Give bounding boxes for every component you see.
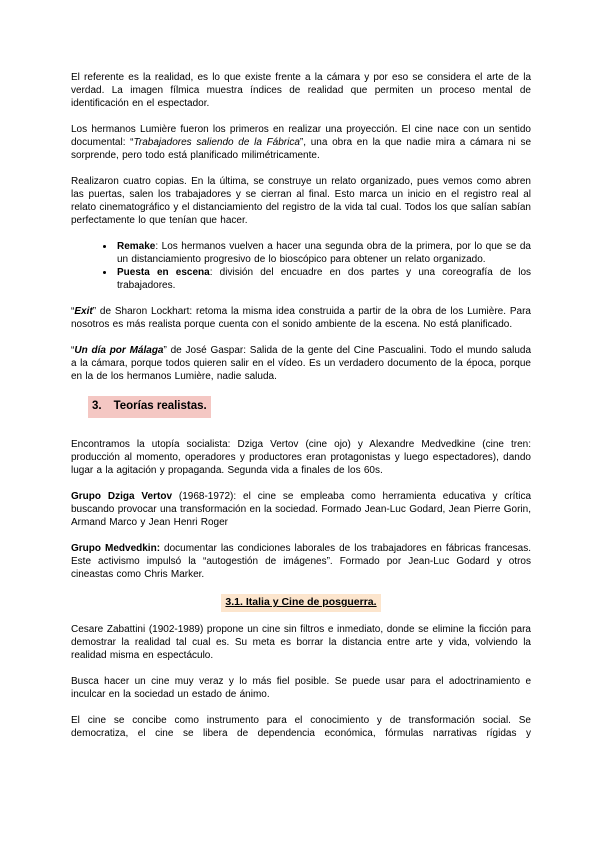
paragraph-text: “	[71, 306, 75, 317]
paragraph-text: El referente es la realidad, es lo que existe frente a la cámara y por eso se considera el arte de la verdad. La imagen fílmica muestra índices de realidad que permiten un proceso mental de identificación en el espectador.	[71, 72, 531, 109]
film-title-exit: Exit	[74, 306, 93, 317]
paragraph-text: Cesare Zabattini (1902-1989) propone un cine sin filtros e inmediato, donde se elimine la ficción para demostrar la realidad tal cual es. Su meta es borrar la distancia entre arte y vida, volviendo la realidad misma en espectáculo.	[71, 624, 531, 661]
paragraph-text: El cine se concibe como instrumento para el conocimiento y de transformación social. Se democratiza, el cine se libera de dependencia económica, fórmulas narrativas rígidas y	[71, 715, 531, 739]
paragraph-text: Los hermanos Lumière fueron los primeros en realizar una proyección. El cine nace con un sentido documental: “	[71, 124, 531, 148]
term-grupo-medvedkin: Grupo Medvedkin:	[71, 543, 161, 554]
heading-teorias-realistas	[71, 396, 531, 418]
film-title-un-dia-por-malaga: Un día por Málaga	[74, 345, 164, 356]
paragraph-cine-instrumento	[71, 714, 531, 740]
paragraph-text: ” de Sharon Lockhart: retoma la misma idea construida a partir de la obra de los Lumière. Para nosotros es más realista porque cuenta con el sonido ambiente de la escena. No está planificado.	[71, 306, 531, 330]
paragraph-exit	[71, 305, 531, 331]
heading-text: Teorías realistas.	[113, 400, 207, 412]
list-item-puesta-en-escena	[115, 266, 531, 292]
paragraph-grupo-medvedkin	[71, 542, 531, 581]
heading-highlight	[88, 396, 211, 418]
paragraph-text: ” de José Gaspar: Salida de la gente del Cine Pascualini. Todo el mundo saluda a la cámara, porque todos quieren salir en el vídeo. Es un verdadero documento de la época, porque en la de los hermanos Lumière, nadie saluda.	[71, 345, 532, 382]
paragraph-text: ”, una obra en la que nadie mira a cámara ni se sorprende, pero todo está planificado milimétricamente.	[71, 137, 532, 161]
paragraph-realidad-referente	[71, 71, 531, 110]
paragraph-text: Realizaron cuatro copias. En la última, se construye un relato organizado, pues vemos como abren las puertas, salen los trabajadores y se cierran al final. Esto marca un inicio en el registro real al relato cinematográfico y el distanciamiento del registro de la vida tal cual. Todos los que salían sabían perfectamente lo que tenían que hacer.	[71, 176, 531, 226]
paragraph-text: documentar las condiciones laborales de los trabajadores en fábricas francesas. Este activismo impulsó la “autogestión de imágenes”. Formado por Jean-Luc Godard y otros cineastas como Chris Marker.	[71, 543, 531, 580]
paragraph-lumiere	[71, 123, 531, 162]
paragraph-text: “	[71, 345, 75, 356]
paragraph-text: Busca hacer un cine muy veraz y lo más fiel posible. Se puede usar para el adoctrinamiento e inculcar en la sociedad un estado de ánimo.	[71, 676, 531, 700]
paragraph-grupo-dziga-vertov	[71, 490, 531, 529]
paragraph-un-dia-por-malaga	[71, 344, 531, 383]
heading-number: 3.	[92, 400, 102, 412]
heading-text: 3.1. Italia y Cine de posguerra.	[225, 596, 377, 608]
term-remake: Remake	[117, 241, 156, 252]
paragraph-text: Encontramos la utopía socialista: Dziga Vertov (cine ojo) y Alexandre Medvedkine (cine tren: producción al momento, operadores y productores eran protagonistas y luego espectadores), dando lugar a la agitación y propaganda. Segunda vida a finales de los 60s.	[71, 439, 531, 476]
film-title-trabajadores: Trabajadores saliendo de la Fábrica	[133, 137, 300, 148]
bullet-list	[71, 240, 531, 292]
term-grupo-dziga-vertov: Grupo Dziga Vertov	[71, 491, 173, 502]
list-item-text: : división del encuadre en dos partes y una coreografía de los trabajadores.	[117, 267, 532, 291]
list-item-remake	[115, 240, 531, 266]
heading-highlight	[221, 594, 380, 612]
paragraph-zabattini	[71, 623, 531, 662]
paragraph-cuatro-copias	[71, 175, 531, 227]
paragraph-utopia-socialista	[71, 438, 531, 477]
paragraph-text: (1968-1972): el cine se empleaba como herramienta educativa y crítica buscando provocar una transformación en la sociedad. Formado Jean-Luc Godard, Jean Pierre Gorin, Armand Marco y Jean Henri Roger	[71, 491, 532, 528]
list-item-text: : Los hermanos vuelven a hacer una segunda obra de la primera, por lo que se da un distanciamiento progresivo de lo bioscópico para obtener un relato organizado.	[117, 241, 531, 265]
term-puesta-en-escena: Puesta en escena	[117, 267, 210, 278]
paragraph-cine-veraz	[71, 675, 531, 701]
heading-italia-posguerra	[71, 594, 531, 612]
